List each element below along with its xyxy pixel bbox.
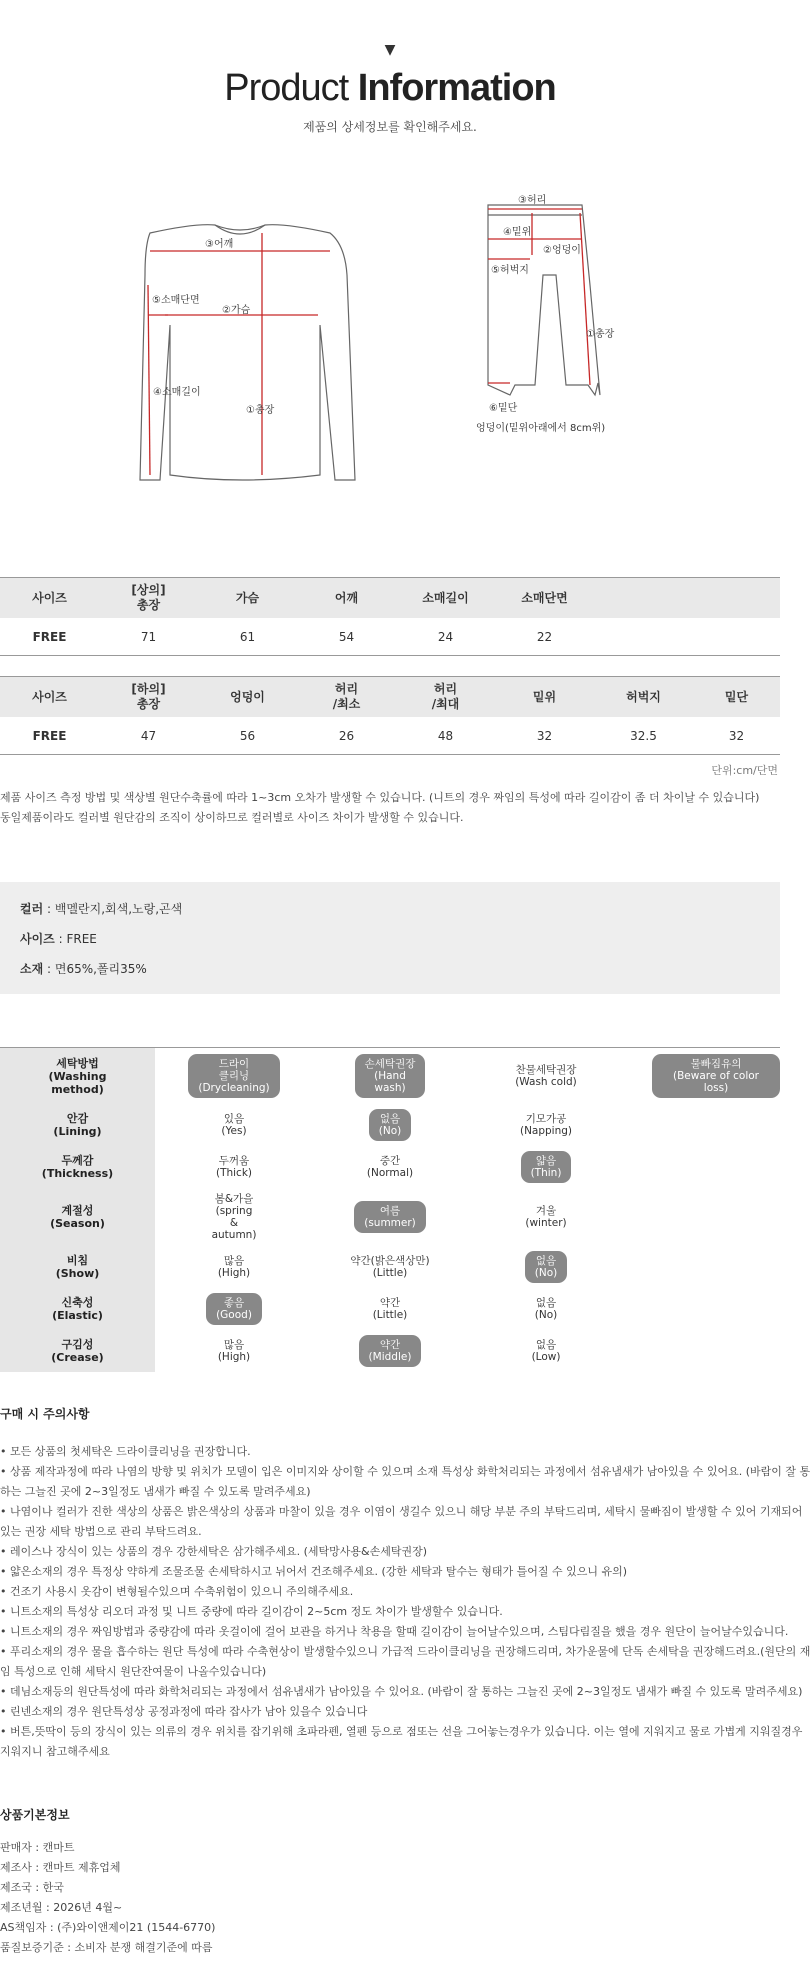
note-line: 제품 사이즈 측정 방법 및 색상별 원단수축률에 따라 1~3cm 오차가 발생할 수 있습니다. (니트의 경우 짜임의 특성에 따라 길이감이 좀 더 차이날 수 있습니다) (0, 791, 760, 804)
spec-label: 사이즈 (20, 932, 55, 946)
care-row (0, 1288, 780, 1330)
table-row (0, 618, 780, 656)
care-option (652, 1048, 780, 1104)
care-row-label: 비침 (Show) (0, 1246, 155, 1288)
caution-line: • 레이스나 장식이 있는 상품의 경우 강한세탁은 삼가해주세요. (세탁망사용&손세탁권장) (0, 1545, 428, 1558)
col-header (693, 578, 780, 619)
table-cell: 71 (99, 618, 198, 656)
table-cell (594, 618, 693, 656)
care-row (0, 1188, 780, 1246)
col-header: [상의] 총장 (99, 578, 198, 619)
care-option (496, 1104, 596, 1146)
care-option-label: 약간(밝은색상만) (Little) (350, 1255, 430, 1279)
header (0, 42, 780, 135)
label-chest: ②가슴 (222, 305, 251, 316)
caution-line: • 건조기 사용시 옷감이 변형될수있으며 수축위험이 있으니 주의해주세요. (0, 1585, 354, 1598)
table-cell: 22 (495, 618, 594, 656)
label-thigh: ⑤허벅지 (491, 265, 529, 276)
table-cell: 32 (693, 717, 780, 755)
col-header: 어깨 (297, 578, 396, 619)
product-info-line: AS책임자 : (주)와이앤제이21 (1544-6770) (0, 1921, 216, 1934)
measurement-diagram (0, 195, 780, 515)
label-pants-length: ①총장 (586, 329, 615, 340)
product-info-line: 제조년월 : 2026년 4월~ (0, 1901, 123, 1914)
care-row (0, 1330, 780, 1372)
care-row (0, 1048, 780, 1104)
spec-material (20, 960, 147, 977)
product-info-line: 제조사 : 캔마트 제휴업체 (0, 1861, 121, 1874)
care-option-label: 두꺼움 (Thick) (215, 1155, 253, 1179)
spec-size (20, 930, 97, 947)
care-option-label: 많음 (High) (217, 1255, 251, 1279)
col-header: 엉덩이 (198, 677, 297, 718)
care-row-label: 안감 (Lining) (0, 1104, 155, 1146)
caution-line: • 데님소재등의 원단특성에 따라 화학처리되는 과정에서 섬유냄새가 남아있을 수 있어요. (바람이 잘 통하는 그늘진 곳에 2~3일정도 냄새가 빠질 수 있도록 말려주세요) (0, 1685, 803, 1698)
table-cell: 47 (99, 717, 198, 755)
product-info-list (0, 1838, 780, 1958)
product-info-line: 판매자 : 캔마트 (0, 1841, 75, 1854)
col-header: 소매단면 (495, 578, 594, 619)
product-info-line: 제조국 : 한국 (0, 1881, 64, 1894)
spec-box (0, 882, 780, 994)
table-header-row (0, 578, 780, 619)
title-light: Product (224, 67, 349, 109)
table-cell: 56 (198, 717, 297, 755)
col-header: 소매길이 (396, 578, 495, 619)
table-header-row (0, 677, 780, 718)
care-row (0, 1146, 780, 1188)
col-header: 허벅지 (594, 677, 693, 718)
caution-line: • 상품 제작과정에 따라 나염의 방향 및 위치가 모델이 입은 이미지와 상이할 수 있으며 소재 특성상 화학처리되는 과정에서 섬유냄새가 남아있을 수 있어요. (바람이 잘 통 (0, 1465, 810, 1478)
care-row-label: 계절성 (Season) (0, 1188, 155, 1246)
top-garment-illustration (140, 225, 355, 480)
label-hem: ⑥밑단 (489, 403, 518, 414)
caution-line: • 린넨소재의 경우 원단특성상 공정과정에 따라 잡사가 남아 있을수 있습니다 (0, 1705, 368, 1718)
col-header: [하의] 총장 (99, 677, 198, 718)
bottom-size-table (0, 676, 780, 755)
care-attribute-table (0, 1047, 780, 1372)
table-cell: 54 (297, 618, 396, 656)
label-rise: ④밑위 (503, 227, 532, 238)
spec-color (20, 900, 182, 917)
spec-label: 컬러 (20, 902, 44, 916)
table-cell: FREE (0, 717, 99, 755)
care-option-label: 없음 (No) (534, 1297, 558, 1321)
care-option (340, 1048, 440, 1104)
table-cell: 26 (297, 717, 396, 755)
care-option-selected-label: 좋음 (Good) (206, 1293, 262, 1325)
spec-label: 소재 (20, 962, 44, 976)
caution-line: 있는 권장 세탁 방법으로 관리 부탁드려요. (0, 1525, 202, 1538)
care-option (340, 1104, 440, 1146)
care-option-selected-label: 손세탁권장 (Hand wash) (355, 1054, 426, 1098)
col-header: 허리 /최소 (297, 677, 396, 718)
spec-value: : FREE (54, 932, 97, 946)
care-option (184, 1246, 284, 1288)
care-option-label: 약간 (Little) (372, 1297, 408, 1321)
down-triangle-icon: ▼ (384, 42, 396, 58)
care-option-selected-label: 물빠짐유의 (Beware of color loss) (652, 1054, 780, 1098)
care-option-label: 찬물세탁권장 (Wash cold) (515, 1064, 577, 1088)
care-option (340, 1330, 440, 1372)
care-option-selected-label: 없음 (No) (369, 1109, 411, 1141)
title-bold: Information (357, 67, 556, 109)
care-option (184, 1146, 284, 1188)
page-subtitle: 제품의 상세정보를 확인해주세요. (303, 120, 477, 134)
care-row-label: 신축성 (Elastic) (0, 1288, 155, 1330)
care-row (0, 1104, 780, 1146)
care-option (184, 1104, 284, 1146)
table-cell: 48 (396, 717, 495, 755)
top-size-table (0, 577, 780, 656)
caution-list (0, 1442, 810, 1762)
care-option-selected-label: 여름 (summer) (354, 1201, 426, 1233)
caution-line: • 버튼,뜻딱이 등의 장식이 있는 의류의 경우 위치를 잡기위해 초파라펜, 열펜 등으로 점또는 선을 그어놓는경우가 있습니다. 이는 열에 지워지고 물로 가볍게 지워질경우 (0, 1725, 803, 1738)
care-option (340, 1188, 440, 1246)
care-option-label: 많음 (High) (217, 1339, 251, 1363)
care-option (340, 1246, 440, 1288)
size-notes (0, 788, 790, 828)
caution-line: • 니트소재의 경우 짜임방법과 중량감에 따라 옷걸이에 걸어 보관을 하거나 착용을 할때 길이감이 늘어날수있으며, 스팀다림질을 했을 경우 원단이 늘어날수있습니다. (0, 1625, 789, 1638)
care-option (496, 1330, 596, 1372)
top-measure-lines (148, 233, 330, 475)
col-header: 밑위 (495, 677, 594, 718)
label-top-length: ①총장 (246, 405, 275, 416)
care-option (340, 1146, 440, 1188)
label-hip: ②엉덩이 (543, 245, 581, 256)
care-option (184, 1330, 284, 1372)
table-cell: 24 (396, 618, 495, 656)
label-cuff: ⑤소매단면 (152, 295, 200, 306)
care-option (184, 1188, 284, 1246)
care-row-label: 두께감 (Thickness) (0, 1146, 155, 1188)
col-header (594, 578, 693, 619)
care-row (0, 1246, 780, 1288)
care-option-selected-label: 없음 (No) (525, 1251, 567, 1283)
caution-line: • 푸리소재의 경우 물을 흡수하는 원단 특성에 따라 수축현상이 발생할수있으니 가급적 드라이클리닝을 권장해드리며, 차가운물에 단독 손세탁을 권장해드려요.(원단의 재 (0, 1645, 810, 1658)
table-row (0, 717, 780, 755)
caution-line: • 니트소재의 특성상 리오더 과정 및 니트 중량에 따라 길이감이 2~5cm 정도 차이가 발생할수 있습니다. (0, 1605, 503, 1618)
caution-line: • 모든 상품의 첫세탁은 드라이클리닝을 권장합니다. (0, 1445, 251, 1458)
care-option (340, 1288, 440, 1330)
care-option (184, 1048, 284, 1104)
care-row-label: 세탁방법 (Washing method) (0, 1048, 155, 1104)
table-cell: 32.5 (594, 717, 693, 755)
care-option-label: 있음 (Yes) (221, 1113, 247, 1137)
label-sleeve: ④소매길이 (153, 387, 201, 398)
caution-line: • 나염이나 컬러가 진한 색상의 상품은 밝은색상의 상품과 마찰이 있을 경우 이염이 생길수 있으니 해당 부분 주의 부탁드리며, 세탁시 물빠짐이 발생할 수 있어 기재되어 (0, 1505, 803, 1518)
label-hip-note: 엉덩이(밑위아래에서 8cm위) (476, 423, 606, 434)
col-header: 밑단 (693, 677, 780, 718)
care-option (496, 1146, 596, 1188)
care-option (496, 1188, 596, 1246)
page-title (0, 66, 780, 110)
spec-value: : 면65%,폴리35% (43, 962, 147, 976)
care-option-selected-label: 얇음 (Thin) (521, 1151, 572, 1183)
label-waist: ③허리 (518, 195, 547, 206)
caution-line: 지워지니 참고해주세요 (0, 1745, 110, 1758)
care-option (496, 1288, 596, 1330)
care-option-label: 중간 (Normal) (366, 1155, 414, 1179)
caution-line: 하는 그늘진 곳에 2~3일정도 냄새가 빠질 수 있도록 말려주세요) (0, 1485, 311, 1498)
col-header: 가슴 (198, 578, 297, 619)
table-cell: 61 (198, 618, 297, 656)
product-info-line: 품질보증기준 : 소비자 분쟁 해결기준에 따름 (0, 1941, 213, 1954)
caution-line: • 얇은소재의 경우 특정상 약하게 조물조물 손세탁하시고 뉘어서 건조해주세요. (강한 세탁과 탈수는 형태가 틀어질 수 있으니 유의) (0, 1565, 628, 1578)
care-option (184, 1288, 284, 1330)
care-option-selected-label: 약간 (Middle) (359, 1335, 422, 1367)
care-option-selected-label: 드라이 클리닝 (Drycleaning) (188, 1054, 279, 1098)
col-header: 허리 /최대 (396, 677, 495, 718)
label-shoulder: ③어깨 (205, 239, 234, 250)
table-cell (693, 618, 780, 656)
care-option-label: 없음 (Low) (531, 1339, 561, 1363)
care-option (496, 1048, 596, 1104)
table-cell: 32 (495, 717, 594, 755)
col-header: 사이즈 (0, 677, 99, 718)
product-info-title: 상품기본정보 (0, 1808, 70, 1822)
spec-value: : 백멜란지,회색,노랑,곤색 (43, 902, 183, 916)
care-option-label: 겨울 (winter) (525, 1205, 567, 1229)
care-option-label: 봄&가을 (spring & autumn) (211, 1193, 257, 1241)
care-row-label: 구김성 (Crease) (0, 1330, 155, 1372)
caution-title: 구매 시 주의사항 (0, 1407, 90, 1421)
note-line: 동일제품이라도 컬러별 원단감의 조직이 상이하므로 컬러별로 사이즈 차이가 발생할 수 있습니다. (0, 811, 464, 824)
care-option (496, 1246, 596, 1288)
col-header: 사이즈 (0, 578, 99, 619)
care-option-label: 기모가공 (Napping) (519, 1113, 573, 1137)
table-cell: FREE (0, 618, 99, 656)
caution-line: 임 특성으로 인해 세탁시 원단잔여물이 나올수있습니다) (0, 1665, 267, 1678)
unit-note: 단위:cm/단면 (711, 764, 778, 777)
